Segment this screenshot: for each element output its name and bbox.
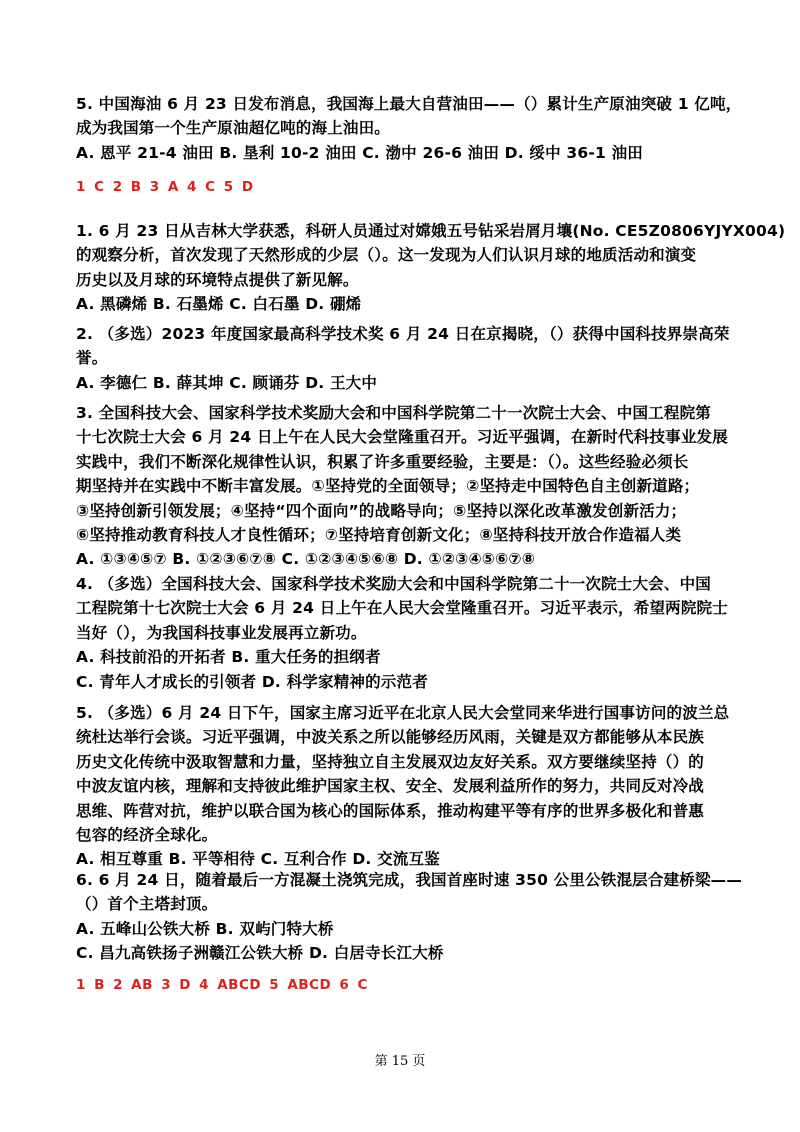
question-options: A. 李德仁 B. 薛其坤 C. 顾诵芬 D. 王大中 (76, 373, 378, 392)
page-number: 第 15 页 (374, 1054, 426, 1069)
question-line: 4. （多选）全国科技大会、国家科学技术奖励大会和中国科学院第二十一次院士大会、中国 (76, 575, 711, 593)
question-options: C. 青年人才成长的引领者 D. 科学家精神的示范者 (76, 672, 428, 691)
question-5 (76, 701, 730, 872)
question-line: ③坚持创新引领发展；④坚持“四个面向”的战略导向；⑤坚持以深化改革激发创新活力； (76, 501, 687, 520)
question-prev-5 (76, 92, 742, 165)
question-line: 誉。 (76, 349, 108, 368)
question-line: 包容的经济全球化。 (76, 826, 218, 845)
question-line: （）首个主塔封顶。 (76, 895, 218, 914)
question-line: 3. 全国科技大会、国家科学技术奖励大会和中国科学院第二十一次院士大会、中国工程院第 (76, 404, 711, 422)
question-line: 2. （多选）2023 年度国家最高科学技术奖 6 月 24 日在京揭晓，（）获得中国科技界崇高荣 (76, 325, 730, 343)
question-line: 当好（），为我国科技事业发展再立新功。 (76, 623, 367, 642)
question-line: 期坚持并在实践中不断丰富发展。①坚持党的全面领导；②坚持走中国特色自主创新道路； (76, 477, 700, 496)
question-line: 成为我国第一个生产原油超亿吨的海上油田。 (76, 119, 391, 138)
answer-key-2: 1 B 2 AB 3 D 4 ABCD 5 ABCD 6 C (76, 977, 368, 993)
question-line: 中波友谊内核，理解和支持彼此维护国家主权、安全、发展利益所作的努力，共同反对冷战 (76, 777, 705, 796)
question-options: A. 相互尊重 B. 平等相待 C. 互利合作 D. 交流互鉴 (76, 850, 440, 869)
question-2 (76, 322, 730, 395)
question-line: 思维、阵营对抗，维护以联合国为核心的国际体系，推动构建平等有序的世界多极化和普惠 (76, 801, 705, 820)
question-line: 统杜达举行会谈。习近平强调，中波关系之所以能够经历风雨，关键是双方都能够从本民族 (76, 728, 705, 747)
question-options: A. 五峰山公铁大桥 B. 双屿门特大桥 (76, 919, 334, 938)
question-options: A. 科技前沿的开拓者 B. 重大任务的担纲者 (76, 648, 381, 667)
question-line: 1. 6 月 23 日从吉林大学获悉，科研人员通过对嫦娥五号钻采岩屑月壤(No. CE5Z0806YJYX004) (76, 222, 786, 240)
question-options: A. ①③④⑤⑦ B. ①②③⑥⑦⑧ C. ①②③④⑤⑥⑧ D. ①②③④⑤⑥⑦⑧ (76, 550, 536, 569)
question-1 (76, 219, 786, 317)
question-line: 十七次院士大会 6 月 24 日上午在人民大会堂隆重召开。习近平强调，在新时代科技事业发展 (76, 428, 728, 447)
question-line: ⑥坚持推动教育科技人才良性循环；⑦坚持培育创新文化；⑧坚持科技开放合作造福人类 (76, 526, 682, 545)
question-options: A. 黑磷烯 B. 石墨烯 C. 白石墨 D. 硼烯 (76, 295, 362, 314)
question-line: 实践中，我们不断深化规律性认识，积累了许多重要经验，主要是：（）。这些经验必须长 (76, 452, 689, 471)
answer-key-1: 1 C 2 B 3 A 4 C 5 D (76, 179, 254, 195)
question-6 (76, 868, 743, 966)
question-line: 的观察分析，首次发现了天然形成的少层（）。这一发现为人们认识月球的地质活动和演变 (76, 246, 697, 265)
question-options: C. 昌九高铁扬子洲赣江公铁大桥 D. 白居寺长江大桥 (76, 944, 444, 963)
question-options: A. 恩平 21-4 油田 B. 垦利 10-2 油田 C. 渤中 26-6 油田 D. 绥中 36-1 油田 (76, 143, 643, 162)
question-3 (76, 401, 726, 572)
question-line: 6. 6 月 24 日，随着最后一方混凝土浇筑完成，我国首座时速 350 公里公铁混层合建桥梁—— (76, 871, 743, 889)
question-line: 5. 中国海油 6 月 23 日发布消息，我国海上最大自营油田——（）累计生产原油突破 1 亿吨， (76, 95, 742, 113)
question-4 (76, 572, 726, 694)
question-line: 5. （多选）6 月 24 日下午，国家主席习近平在北京人民大会堂同来华进行国事访问的波兰总 (76, 704, 730, 722)
question-line: 工程院第十七次院士大会 6 月 24 日上午在人民大会堂隆重召开。习近平表示，希望两院院士 (76, 599, 728, 618)
question-line: 历史以及月球的环境特点提供了新见解。 (76, 270, 359, 289)
question-line: 历史文化传统中汲取智慧和力量，坚持独立自主发展双边友好关系。双方要继续坚持（）的 (76, 752, 705, 771)
